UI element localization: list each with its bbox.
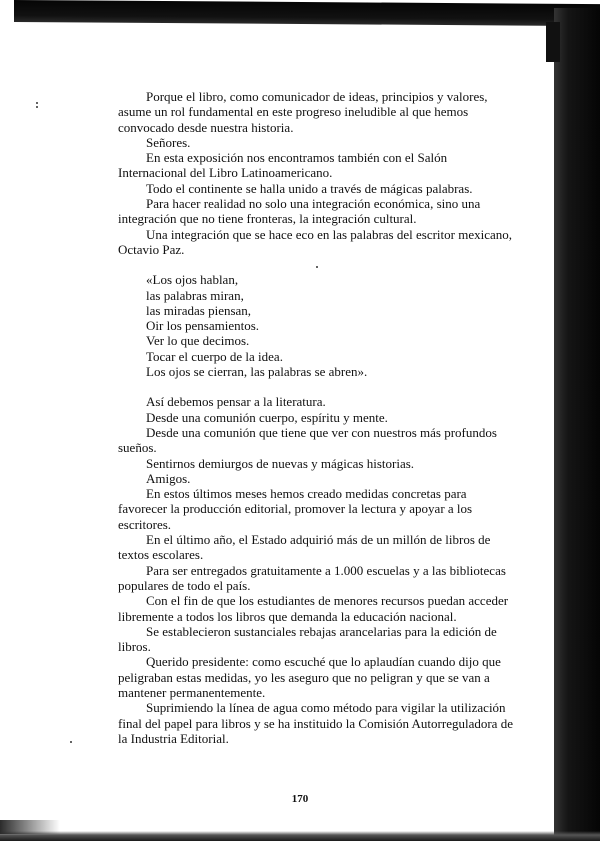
paragraph: En estos últimos meses hemos creado medidas concretas para favorecer la producción editorial, promover la lectura y apoyar a los escritores. — [118, 486, 473, 532]
paragraph: Así debemos pensar a la literatura. — [146, 394, 326, 410]
scan-shadow-top — [14, 0, 600, 26]
spacer — [118, 379, 518, 394]
spacer — [118, 257, 518, 272]
poem-line: Los ojos se cierran, las palabras se abren». — [146, 364, 368, 380]
scan-shadow-right — [554, 8, 600, 841]
poem-line: Tocar el cuerpo de la idea. — [146, 348, 283, 364]
body-before-poem — [118, 89, 518, 257]
body-after-poem — [118, 394, 518, 746]
paragraph: Amigos. — [146, 470, 191, 486]
paragraph: Con el fin de que los estudiantes de menores recursos puedan acceder libremente a todos los libros que demanda la educación nacional. — [118, 593, 509, 624]
poem-line: las miradas piensan, — [146, 302, 252, 318]
paragraph: Querido presidente: como escuché que lo aplaudían cuando dijo que peligraban estas medidas, yo les aseguro que no peligran y que se van a mantener permanentemente. — [118, 654, 501, 700]
poem-line: las palabras miran, — [146, 287, 244, 303]
paragraph: Se establecieron sustanciales rebajas arancelarias para la edición de libros. — [118, 623, 497, 655]
poem-line: Ver lo que decimos. — [146, 333, 250, 349]
paragraph: Todo el continente se halla unido a través de mágicas palabras. — [146, 180, 473, 196]
paragraph: Suprimiendo la línea de agua como método para vigilar la utilización final del papel para libros y se ha instituido la Comisión Autorreguladora de la Industria Editorial. — [118, 700, 513, 746]
scan-speck — [36, 106, 38, 108]
scan-shadow-right-notch — [546, 22, 560, 62]
poem-line: Oir los pensamientos. — [146, 318, 260, 334]
scan-shadow-bottom-left — [0, 820, 60, 834]
poem-line: «Los ojos hablan, — [146, 272, 239, 288]
paragraph: Sentirnos demiurgos de nuevas y mágicas historias. — [146, 455, 415, 471]
poem-quote — [118, 272, 518, 379]
document-page — [118, 89, 518, 746]
paragraph: Para hacer realidad no solo una integración económica, sino una integración que no tiene fronteras, la integración cultural. — [118, 196, 481, 227]
page-number: 170 — [291, 793, 309, 805]
paragraph: Desde una comunión que tiene que ver con nuestros más profundos sueños. — [118, 424, 497, 456]
paragraph: En esta exposición nos encontramos también con el Salón Internacional del Libro Latinoamericano. — [118, 150, 448, 181]
paragraph: Una integración que se hace eco en las palabras del escritor mexicano, Octavio Paz. — [118, 226, 512, 257]
paragraph: En el último año, el Estado adquirió más de un millón de libros de textos escolares. — [118, 532, 491, 563]
scan-shadow-bottom — [0, 831, 600, 841]
scan-speck — [36, 102, 38, 104]
paragraph: Señores. — [146, 134, 191, 150]
paragraph: Desde una comunión cuerpo, espíritu y mente. — [146, 409, 388, 425]
scan-speck — [70, 741, 72, 743]
paragraph: Porque el libro, como comunicador de ideas, principios y valores, asume un rol fundamental en este progreso ineludible al que hemos convocado desde nuestra historia. — [118, 89, 488, 135]
paragraph: Para ser entregados gratuitamente a 1.000 escuelas y a las bibliotecas populares de todo el país. — [118, 562, 506, 593]
